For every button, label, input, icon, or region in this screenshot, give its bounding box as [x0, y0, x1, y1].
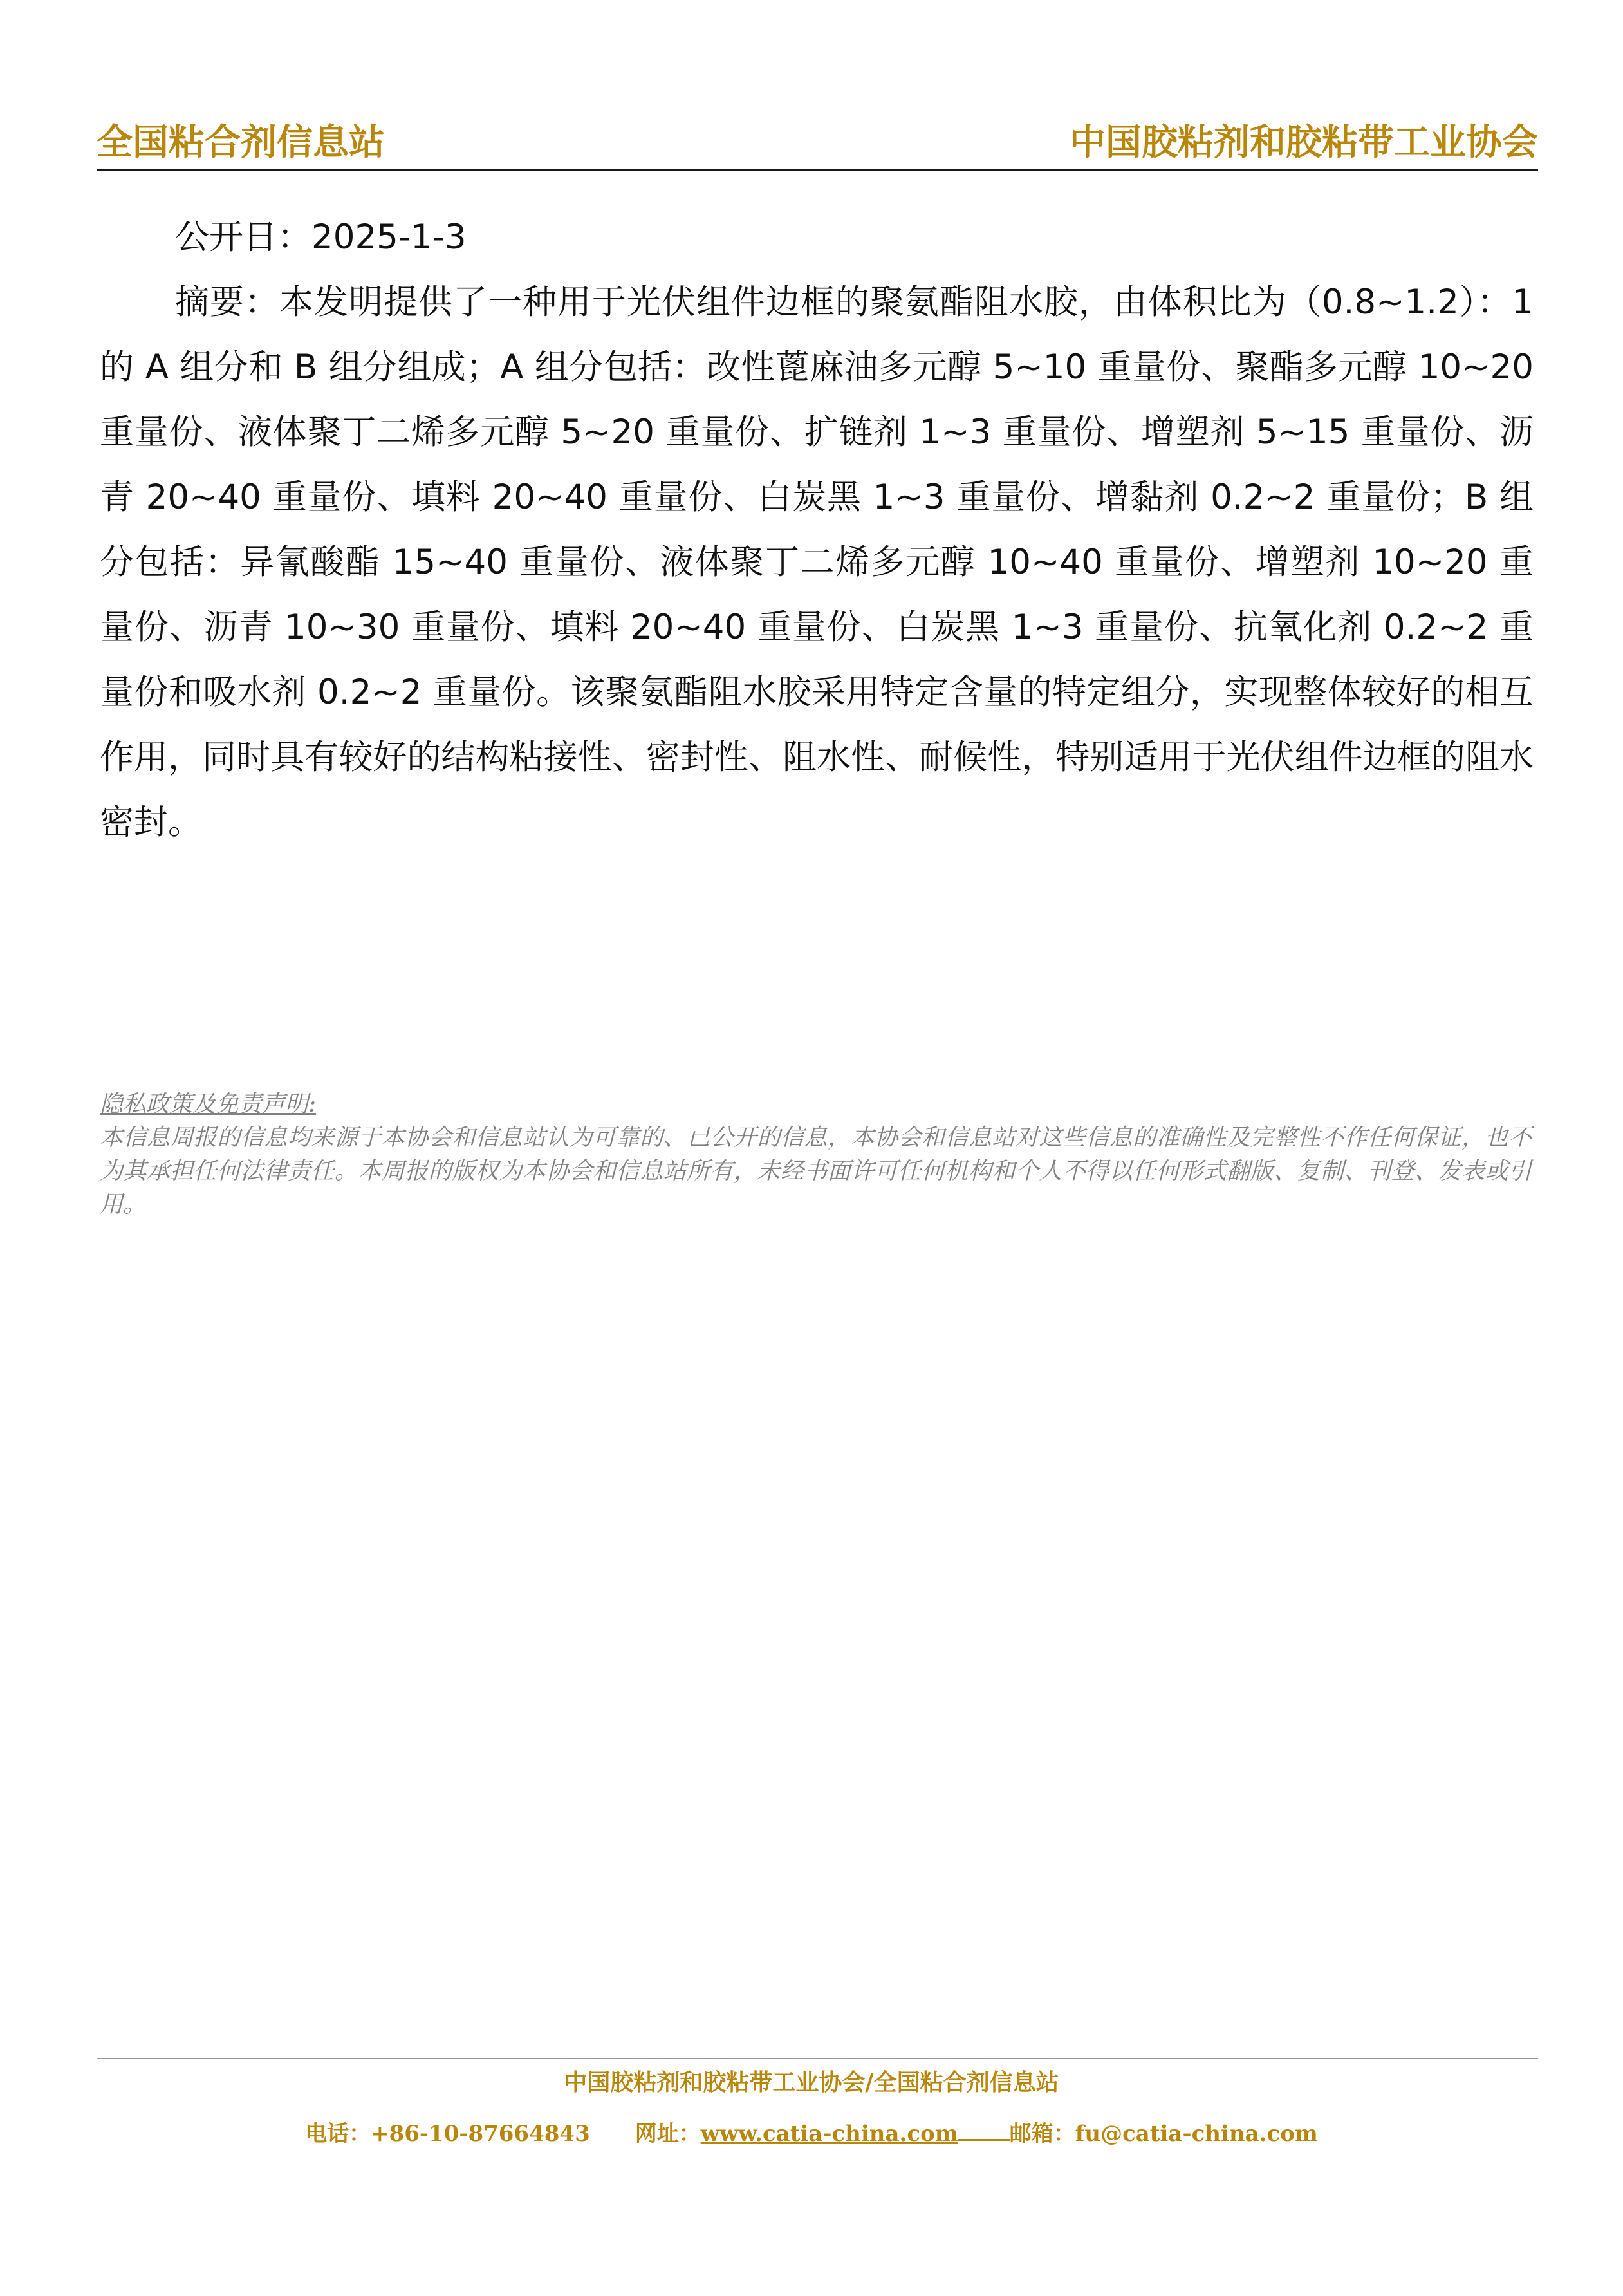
publication-date: 公开日：2025-1-3	[175, 218, 467, 257]
disclaimer-title: 隐私政策及免责声明:	[100, 1091, 317, 1117]
page-header	[97, 120, 1538, 169]
header-association-name: 中国胶粘剂和胶粘带工业协会	[1070, 121, 1538, 163]
header-site-name: 全国粘合剂信息站	[97, 121, 385, 163]
footer-contact-line	[0, 2114, 1623, 2150]
footer-website-link[interactable]: www.catia-china.com	[700, 2121, 958, 2147]
disclaimer-section	[100, 1088, 1532, 1222]
disclaimer-body: 本信息周报的信息均来源于本协会和信息站认为可靠的、已公开的信息，本协会和信息站对这些信息的准确性及完整性不作任何保证，也不为其承担任何法律责任。本周报的版权为本协会和信息站所有，未经书面许可任何机构和个人不得以任何形式翻版、复制、刊登、发表或引用。	[100, 1125, 1532, 1218]
main-content	[100, 205, 1534, 855]
footer-divider	[97, 2058, 1538, 2059]
footer-email[interactable]: 邮箱：fu@catia-china.com	[1009, 2121, 1318, 2147]
abstract-paragraph: 摘要：本发明提供了一种用于光伏组件边框的聚氨酯阻水胶，由体积比为（0.8~1.2）：1 的 A 组分和 B 组分组成；A 组分包括：改性蓖麻油多元醇 5~10 重量份、聚酯多元醇 10~20 重量份、液体聚丁二烯多元醇 5~20 重量份、扩链剂 1~3 重量份、增塑剂 5~15 重量份、沥青 20~40 重量份、填料 20~40 重量份、白炭黑 1~3 重量份、增黏剂 0.2~2 重量份；B 组分包括：异氰酸酯 15~40 重量份、液体聚丁二烯多元醇 10~40 重量份、增塑剂 10~20 重量份、沥青 10~30 重量份、填料 20~40 重量份、白炭黑 1~3 重量份、抗氧化剂 0.2~2 重量份和吸水剂 0.2~2 重量份。该聚氨酯阻水胶采用特定含量的特定组分，实现整体较好的相互作用，同时具有较好的结构粘接性、密封性、阻水性、耐候性，特别适用于光伏组件边框的阻水密封。	[100, 283, 1534, 842]
footer-website-label: 网址：	[635, 2121, 701, 2147]
footer-link-underline	[958, 2114, 1010, 2141]
header-divider	[97, 169, 1538, 171]
footer-phone: 电话：+86-10-87664843	[305, 2121, 590, 2147]
footer-organizations: 中国胶粘剂和胶粘带工业协会/全国粘合剂信息站	[564, 2069, 1059, 2096]
